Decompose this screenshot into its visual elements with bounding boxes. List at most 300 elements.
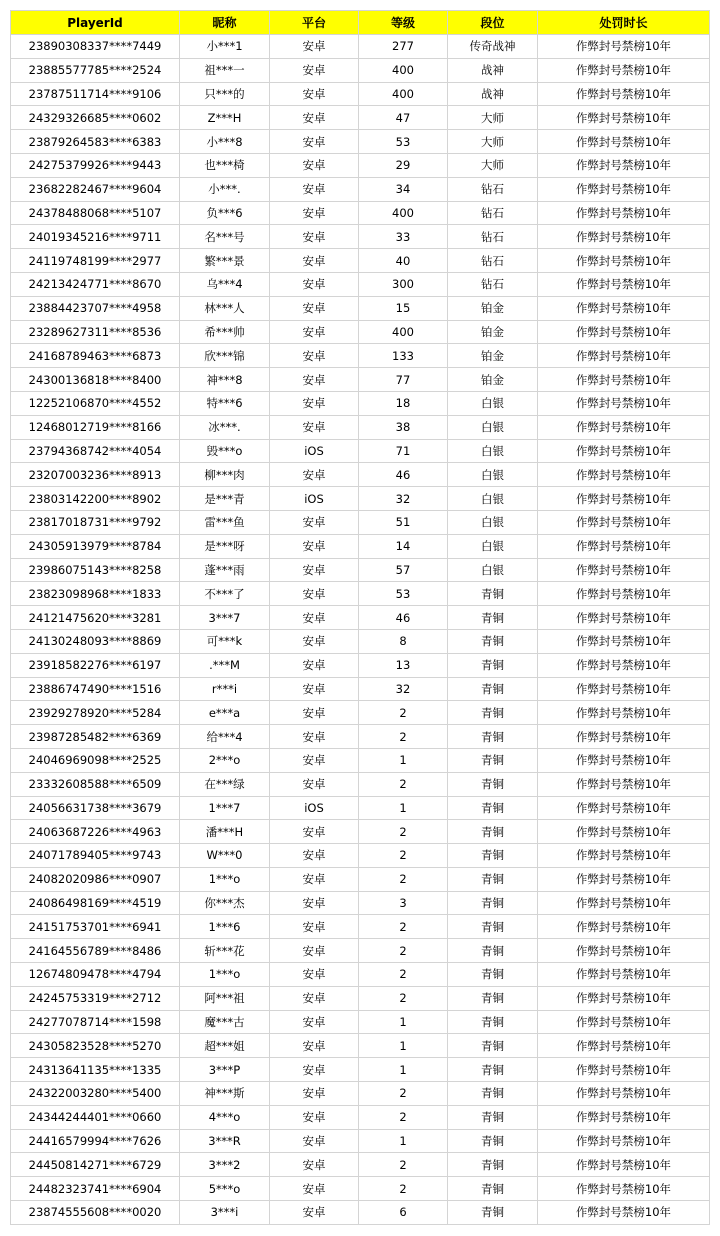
player-id-cell: 23787511714****9106 <box>11 82 180 106</box>
penalty-cell: 作弊封号禁榜10年 <box>538 1105 710 1129</box>
level-cell: 2 <box>359 820 448 844</box>
level-cell: 8 <box>359 629 448 653</box>
platform-cell: 安卓 <box>270 891 359 915</box>
player-id-cell: 12674809478****4794 <box>11 963 180 987</box>
level-cell: 277 <box>359 35 448 59</box>
player-id-cell: 23987285482****6369 <box>11 725 180 749</box>
platform-cell: 安卓 <box>270 915 359 939</box>
level-cell: 2 <box>359 986 448 1010</box>
nickname-cell: 柳***肉 <box>180 463 270 487</box>
penalty-cell: 作弊封号禁榜10年 <box>538 725 710 749</box>
rank-cell: 白银 <box>448 391 538 415</box>
platform-cell: 安卓 <box>270 986 359 1010</box>
level-cell: 18 <box>359 391 448 415</box>
platform-cell: 安卓 <box>270 177 359 201</box>
level-cell: 33 <box>359 225 448 249</box>
table-row <box>11 58 710 82</box>
player-id-cell: 23918582276****6197 <box>11 653 180 677</box>
level-cell: 38 <box>359 415 448 439</box>
player-id-cell: 24322003280****5400 <box>11 1082 180 1106</box>
nickname-cell: 3***7 <box>180 606 270 630</box>
player-id-cell: 24082020986****0907 <box>11 867 180 891</box>
rank-cell: 钻石 <box>448 249 538 273</box>
platform-cell: 安卓 <box>270 748 359 772</box>
nickname-cell: 神***8 <box>180 368 270 392</box>
level-cell: 32 <box>359 487 448 511</box>
nickname-cell: 3***2 <box>180 1153 270 1177</box>
table-row <box>11 606 710 630</box>
level-cell: 47 <box>359 106 448 130</box>
player-id-cell: 23817018731****9792 <box>11 510 180 534</box>
penalty-cell: 作弊封号禁榜10年 <box>538 368 710 392</box>
rank-cell: 铂金 <box>448 320 538 344</box>
table-row <box>11 463 710 487</box>
player-id-cell: 23823098968****1833 <box>11 582 180 606</box>
penalty-cell: 作弊封号禁榜10年 <box>538 1058 710 1082</box>
player-id-cell: 24213424771****8670 <box>11 272 180 296</box>
table-row <box>11 558 710 582</box>
table-row <box>11 867 710 891</box>
level-cell: 40 <box>359 249 448 273</box>
nickname-cell: 林***人 <box>180 296 270 320</box>
platform-cell: 安卓 <box>270 558 359 582</box>
nickname-cell: 阿***祖 <box>180 986 270 1010</box>
level-cell: 3 <box>359 891 448 915</box>
rank-cell: 大师 <box>448 130 538 154</box>
penalty-cell: 作弊封号禁榜10年 <box>538 1201 710 1225</box>
level-cell: 1 <box>359 1058 448 1082</box>
table-row <box>11 1082 710 1106</box>
rank-cell: 白银 <box>448 558 538 582</box>
penalty-cell: 作弊封号禁榜10年 <box>538 463 710 487</box>
penalty-cell: 作弊封号禁榜10年 <box>538 106 710 130</box>
player-id-cell: 24245753319****2712 <box>11 986 180 1010</box>
platform-cell: 安卓 <box>270 701 359 725</box>
player-id-cell: 24416579994****7626 <box>11 1129 180 1153</box>
rank-cell: 白银 <box>448 463 538 487</box>
rank-cell: 青铜 <box>448 939 538 963</box>
platform-cell: 安卓 <box>270 1153 359 1177</box>
level-cell: 1 <box>359 796 448 820</box>
nickname-cell: 祖***一 <box>180 58 270 82</box>
penalty-cell: 作弊封号禁榜10年 <box>538 344 710 368</box>
rank-cell: 青铜 <box>448 1105 538 1129</box>
player-id-cell: 24313641135****1335 <box>11 1058 180 1082</box>
penalty-cell: 作弊封号禁榜10年 <box>538 439 710 463</box>
rank-cell: 钻石 <box>448 225 538 249</box>
penalty-cell: 作弊封号禁榜10年 <box>538 58 710 82</box>
platform-cell: 安卓 <box>270 225 359 249</box>
penalty-cell: 作弊封号禁榜10年 <box>538 225 710 249</box>
platform-cell: 安卓 <box>270 1010 359 1034</box>
penalty-cell: 作弊封号禁榜10年 <box>538 748 710 772</box>
penalty-cell: 作弊封号禁榜10年 <box>538 487 710 511</box>
level-cell: 46 <box>359 463 448 487</box>
player-id-cell: 23986075143****8258 <box>11 558 180 582</box>
player-id-cell: 24450814271****6729 <box>11 1153 180 1177</box>
player-id-cell: 23885577785****2524 <box>11 58 180 82</box>
level-cell: 2 <box>359 915 448 939</box>
nickname-cell: 小***8 <box>180 130 270 154</box>
nickname-cell: 1***7 <box>180 796 270 820</box>
level-cell: 2 <box>359 772 448 796</box>
nickname-cell: 是***青 <box>180 487 270 511</box>
table-row <box>11 368 710 392</box>
player-id-cell: 12252106870****4552 <box>11 391 180 415</box>
platform-cell: 安卓 <box>270 35 359 59</box>
player-id-cell: 23929278920****5284 <box>11 701 180 725</box>
level-cell: 2 <box>359 867 448 891</box>
platform-cell: 安卓 <box>270 58 359 82</box>
table-row <box>11 153 710 177</box>
level-cell: 133 <box>359 344 448 368</box>
rank-cell: 青铜 <box>448 820 538 844</box>
platform-cell: 安卓 <box>270 653 359 677</box>
table-row <box>11 772 710 796</box>
platform-cell: 安卓 <box>270 344 359 368</box>
nickname-cell: 神***斯 <box>180 1082 270 1106</box>
table-row <box>11 320 710 344</box>
player-id-cell: 24121475620****3281 <box>11 606 180 630</box>
table-row <box>11 629 710 653</box>
level-cell: 2 <box>359 844 448 868</box>
penalty-cell: 作弊封号禁榜10年 <box>538 201 710 225</box>
penalty-cell: 作弊封号禁榜10年 <box>538 1082 710 1106</box>
rank-cell: 白银 <box>448 487 538 511</box>
penalty-cell: 作弊封号禁榜10年 <box>538 534 710 558</box>
rank-cell: 青铜 <box>448 1082 538 1106</box>
penalty-cell: 作弊封号禁榜10年 <box>538 939 710 963</box>
player-id-cell: 23794368742****4054 <box>11 439 180 463</box>
penalty-cell: 作弊封号禁榜10年 <box>538 130 710 154</box>
player-id-cell: 23682282467****9604 <box>11 177 180 201</box>
platform-cell: 安卓 <box>270 629 359 653</box>
penalty-cell: 作弊封号禁榜10年 <box>538 1177 710 1201</box>
level-cell: 46 <box>359 606 448 630</box>
rank-cell: 白银 <box>448 510 538 534</box>
table-row <box>11 510 710 534</box>
penalty-cell: 作弊封号禁榜10年 <box>538 177 710 201</box>
platform-cell: 安卓 <box>270 153 359 177</box>
nickname-cell: 3***R <box>180 1129 270 1153</box>
penalty-cell: 作弊封号禁榜10年 <box>538 867 710 891</box>
level-cell: 2 <box>359 939 448 963</box>
level-cell: 1 <box>359 1010 448 1034</box>
player-id-cell: 24305823528****5270 <box>11 1034 180 1058</box>
nickname-cell: 毁***o <box>180 439 270 463</box>
table-row <box>11 415 710 439</box>
rank-cell: 青铜 <box>448 1201 538 1225</box>
platform-cell: 安卓 <box>270 867 359 891</box>
platform-cell: 安卓 <box>270 582 359 606</box>
header-nickname: 昵称 <box>180 11 270 35</box>
penalty-cell: 作弊封号禁榜10年 <box>538 153 710 177</box>
platform-cell: 安卓 <box>270 463 359 487</box>
level-cell: 1 <box>359 1034 448 1058</box>
nickname-cell: W***0 <box>180 844 270 868</box>
platform-cell: 安卓 <box>270 106 359 130</box>
level-cell: 400 <box>359 58 448 82</box>
table-row <box>11 177 710 201</box>
player-id-cell: 24329326685****0602 <box>11 106 180 130</box>
table-row <box>11 439 710 463</box>
platform-cell: 安卓 <box>270 1058 359 1082</box>
player-id-cell: 24019345216****9711 <box>11 225 180 249</box>
rank-cell: 青铜 <box>448 915 538 939</box>
nickname-cell: 名***号 <box>180 225 270 249</box>
platform-cell: iOS <box>270 796 359 820</box>
nickname-cell: 小***1 <box>180 35 270 59</box>
nickname-cell: 负***6 <box>180 201 270 225</box>
nickname-cell: 繁***景 <box>180 249 270 273</box>
table-row <box>11 1105 710 1129</box>
platform-cell: iOS <box>270 487 359 511</box>
rank-cell: 钻石 <box>448 201 538 225</box>
penalty-cell: 作弊封号禁榜10年 <box>538 582 710 606</box>
nickname-cell: 3***P <box>180 1058 270 1082</box>
player-id-cell: 23884423707****4958 <box>11 296 180 320</box>
level-cell: 51 <box>359 510 448 534</box>
rank-cell: 青铜 <box>448 772 538 796</box>
rank-cell: 青铜 <box>448 653 538 677</box>
level-cell: 57 <box>359 558 448 582</box>
penalty-cell: 作弊封号禁榜10年 <box>538 820 710 844</box>
level-cell: 13 <box>359 653 448 677</box>
table-body <box>11 35 710 1225</box>
platform-cell: 安卓 <box>270 415 359 439</box>
penalty-cell: 作弊封号禁榜10年 <box>538 1034 710 1058</box>
nickname-cell: 欣***锦 <box>180 344 270 368</box>
player-id-cell: 23803142200****8902 <box>11 487 180 511</box>
ban-list-container <box>10 10 709 1225</box>
table-row <box>11 725 710 749</box>
table-row <box>11 1129 710 1153</box>
nickname-cell: r***i <box>180 677 270 701</box>
table-row <box>11 272 710 296</box>
table-row <box>11 915 710 939</box>
player-id-cell: 12468012719****8166 <box>11 415 180 439</box>
nickname-cell: 给***4 <box>180 725 270 749</box>
penalty-cell: 作弊封号禁榜10年 <box>538 677 710 701</box>
penalty-cell: 作弊封号禁榜10年 <box>538 629 710 653</box>
table-row <box>11 820 710 844</box>
penalty-cell: 作弊封号禁榜10年 <box>538 701 710 725</box>
nickname-cell: 在***绿 <box>180 772 270 796</box>
level-cell: 53 <box>359 582 448 606</box>
rank-cell: 大师 <box>448 106 538 130</box>
level-cell: 2 <box>359 1082 448 1106</box>
table-row <box>11 796 710 820</box>
player-id-cell: 24063687226****4963 <box>11 820 180 844</box>
table-row <box>11 391 710 415</box>
nickname-cell: 魔***古 <box>180 1010 270 1034</box>
rank-cell: 青铜 <box>448 963 538 987</box>
rank-cell: 战神 <box>448 58 538 82</box>
table-row <box>11 748 710 772</box>
platform-cell: 安卓 <box>270 1082 359 1106</box>
level-cell: 14 <box>359 534 448 558</box>
rank-cell: 青铜 <box>448 701 538 725</box>
rank-cell: 青铜 <box>448 986 538 1010</box>
table-row <box>11 891 710 915</box>
nickname-cell: 蓬***雨 <box>180 558 270 582</box>
penalty-cell: 作弊封号禁榜10年 <box>538 986 710 1010</box>
table-row <box>11 939 710 963</box>
penalty-cell: 作弊封号禁榜10年 <box>538 35 710 59</box>
platform-cell: 安卓 <box>270 1201 359 1225</box>
level-cell: 1 <box>359 1129 448 1153</box>
penalty-cell: 作弊封号禁榜10年 <box>538 415 710 439</box>
platform-cell: 安卓 <box>270 772 359 796</box>
penalty-cell: 作弊封号禁榜10年 <box>538 1129 710 1153</box>
rank-cell: 青铜 <box>448 748 538 772</box>
player-id-cell: 24071789405****9743 <box>11 844 180 868</box>
penalty-cell: 作弊封号禁榜10年 <box>538 1153 710 1177</box>
nickname-cell: 只***的 <box>180 82 270 106</box>
platform-cell: 安卓 <box>270 1177 359 1201</box>
level-cell: 1 <box>359 748 448 772</box>
table-row <box>11 225 710 249</box>
player-id-cell: 24164556789****8486 <box>11 939 180 963</box>
nickname-cell: 不***了 <box>180 582 270 606</box>
rank-cell: 青铜 <box>448 891 538 915</box>
level-cell: 2 <box>359 1105 448 1129</box>
level-cell: 2 <box>359 701 448 725</box>
player-id-cell: 24130248093****8869 <box>11 629 180 653</box>
level-cell: 6 <box>359 1201 448 1225</box>
player-id-cell: 24275379926****9443 <box>11 153 180 177</box>
nickname-cell: 你***杰 <box>180 891 270 915</box>
player-id-cell: 24119748199****2977 <box>11 249 180 273</box>
nickname-cell: 也***椅 <box>180 153 270 177</box>
level-cell: 400 <box>359 201 448 225</box>
level-cell: 2 <box>359 1153 448 1177</box>
table-row <box>11 1153 710 1177</box>
rank-cell: 铂金 <box>448 344 538 368</box>
platform-cell: 安卓 <box>270 939 359 963</box>
platform-cell: 安卓 <box>270 296 359 320</box>
level-cell: 29 <box>359 153 448 177</box>
penalty-cell: 作弊封号禁榜10年 <box>538 510 710 534</box>
table-row <box>11 82 710 106</box>
rank-cell: 青铜 <box>448 1177 538 1201</box>
table-row <box>11 844 710 868</box>
rank-cell: 青铜 <box>448 1058 538 1082</box>
level-cell: 77 <box>359 368 448 392</box>
penalty-cell: 作弊封号禁榜10年 <box>538 653 710 677</box>
nickname-cell: 1***o <box>180 963 270 987</box>
rank-cell: 白银 <box>448 439 538 463</box>
player-id-cell: 24168789463****6873 <box>11 344 180 368</box>
rank-cell: 铂金 <box>448 296 538 320</box>
rank-cell: 青铜 <box>448 844 538 868</box>
penalty-cell: 作弊封号禁榜10年 <box>538 558 710 582</box>
table-row <box>11 130 710 154</box>
header-penalty: 处罚时长 <box>538 11 710 35</box>
table-row <box>11 653 710 677</box>
platform-cell: 安卓 <box>270 391 359 415</box>
nickname-cell: 特***6 <box>180 391 270 415</box>
player-id-cell: 24300136818****8400 <box>11 368 180 392</box>
level-cell: 300 <box>359 272 448 296</box>
level-cell: 34 <box>359 177 448 201</box>
table-row <box>11 701 710 725</box>
penalty-cell: 作弊封号禁榜10年 <box>538 796 710 820</box>
nickname-cell: 潘***H <box>180 820 270 844</box>
table-row <box>11 1201 710 1225</box>
nickname-cell: 5***o <box>180 1177 270 1201</box>
platform-cell: 安卓 <box>270 534 359 558</box>
player-id-cell: 23886747490****1516 <box>11 677 180 701</box>
rank-cell: 铂金 <box>448 368 538 392</box>
table-row <box>11 1177 710 1201</box>
penalty-cell: 作弊封号禁榜10年 <box>538 891 710 915</box>
table-row <box>11 1034 710 1058</box>
platform-cell: 安卓 <box>270 820 359 844</box>
platform-cell: 安卓 <box>270 368 359 392</box>
nickname-cell: 2***o <box>180 748 270 772</box>
nickname-cell: Z***H <box>180 106 270 130</box>
player-id-cell: 23332608588****6509 <box>11 772 180 796</box>
level-cell: 400 <box>359 320 448 344</box>
player-id-cell: 24344244401****0660 <box>11 1105 180 1129</box>
nickname-cell: 3***i <box>180 1201 270 1225</box>
penalty-cell: 作弊封号禁榜10年 <box>538 391 710 415</box>
platform-cell: 安卓 <box>270 82 359 106</box>
rank-cell: 战神 <box>448 82 538 106</box>
level-cell: 15 <box>359 296 448 320</box>
player-id-cell: 24277078714****1598 <box>11 1010 180 1034</box>
penalty-cell: 作弊封号禁榜10年 <box>538 963 710 987</box>
table-row <box>11 201 710 225</box>
rank-cell: 大师 <box>448 153 538 177</box>
platform-cell: 安卓 <box>270 1105 359 1129</box>
table-row <box>11 106 710 130</box>
penalty-cell: 作弊封号禁榜10年 <box>538 272 710 296</box>
table-header-row <box>11 11 710 35</box>
header-level: 等级 <box>359 11 448 35</box>
platform-cell: 安卓 <box>270 1034 359 1058</box>
platform-cell: 安卓 <box>270 272 359 296</box>
platform-cell: 安卓 <box>270 725 359 749</box>
table-row <box>11 582 710 606</box>
penalty-cell: 作弊封号禁榜10年 <box>538 249 710 273</box>
penalty-cell: 作弊封号禁榜10年 <box>538 915 710 939</box>
nickname-cell: 1***o <box>180 867 270 891</box>
rank-cell: 青铜 <box>448 1129 538 1153</box>
header-rank: 段位 <box>448 11 538 35</box>
platform-cell: 安卓 <box>270 130 359 154</box>
nickname-cell: 是***呀 <box>180 534 270 558</box>
rank-cell: 青铜 <box>448 725 538 749</box>
platform-cell: 安卓 <box>270 510 359 534</box>
penalty-cell: 作弊封号禁榜10年 <box>538 82 710 106</box>
rank-cell: 钻石 <box>448 177 538 201</box>
player-id-cell: 23289627311****8536 <box>11 320 180 344</box>
platform-cell: 安卓 <box>270 249 359 273</box>
nickname-cell: 1***6 <box>180 915 270 939</box>
nickname-cell: e***a <box>180 701 270 725</box>
table-row <box>11 487 710 511</box>
nickname-cell: 4***o <box>180 1105 270 1129</box>
rank-cell: 青铜 <box>448 1153 538 1177</box>
level-cell: 32 <box>359 677 448 701</box>
table-row <box>11 1058 710 1082</box>
level-cell: 71 <box>359 439 448 463</box>
platform-cell: 安卓 <box>270 320 359 344</box>
nickname-cell: .***M <box>180 653 270 677</box>
rank-cell: 青铜 <box>448 582 538 606</box>
